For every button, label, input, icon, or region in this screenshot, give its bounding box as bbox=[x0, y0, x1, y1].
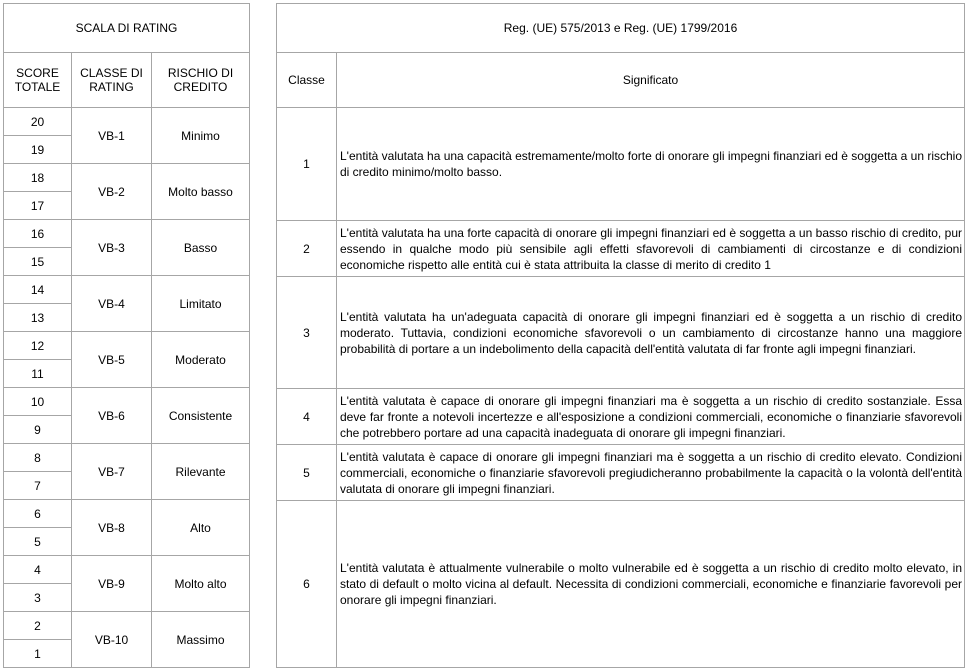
score-cell: 5 bbox=[4, 528, 72, 556]
score-cell: 3 bbox=[4, 584, 72, 612]
rating-class-cell: VB-9 bbox=[72, 556, 152, 612]
table-row bbox=[4, 500, 250, 528]
table-row bbox=[277, 277, 965, 389]
meaning-cell: L'entità valutata è capace di onorare gli impegni finanziari ma è soggetta a un rischio di credito sostanziale. Essa deve far fronte a notevoli incertezze e all'esposizione a condizioni commerciali, economiche o finanziarie sfavorevoli che potrebbero portare ad una capacità inadeguata di onorare gli impegni finanziari. bbox=[337, 389, 965, 445]
header-class bbox=[72, 53, 152, 108]
rating-scale-title: SCALA DI RATING bbox=[4, 4, 250, 53]
score-cell: 10 bbox=[4, 388, 72, 416]
class-number-cell: 1 bbox=[277, 108, 337, 221]
score-cell: 12 bbox=[4, 332, 72, 360]
score-cell: 1 bbox=[4, 640, 72, 668]
rating-class-cell: VB-8 bbox=[72, 500, 152, 556]
credit-risk-cell: Alto bbox=[152, 500, 250, 556]
credit-risk-cell: Minimo bbox=[152, 108, 250, 164]
rating-scale-table bbox=[3, 3, 250, 668]
table-row bbox=[277, 501, 965, 668]
credit-risk-cell: Limitato bbox=[152, 276, 250, 332]
score-cell: 19 bbox=[4, 136, 72, 164]
score-cell: 14 bbox=[4, 276, 72, 304]
rating-class-cell: VB-1 bbox=[72, 108, 152, 164]
class-number-cell: 4 bbox=[277, 389, 337, 445]
meaning-cell: L'entità valutata ha un'adeguata capacità di onorare gli impegni finanziari ed è soggetta a un rischio di credito moderato. Tuttavia, condizioni economiche sfavorevoli o un cambiamento di circostanze hanno una maggiore probabilità di portare a un indebolimento della capacità dell'entità valutata di far fronte agli impegni finanziari. bbox=[337, 277, 965, 389]
score-cell: 2 bbox=[4, 612, 72, 640]
rating-class-cell: VB-3 bbox=[72, 220, 152, 276]
score-cell: 4 bbox=[4, 556, 72, 584]
score-cell: 18 bbox=[4, 164, 72, 192]
score-cell: 15 bbox=[4, 248, 72, 276]
header-score bbox=[4, 53, 72, 108]
table-row bbox=[4, 612, 250, 640]
rating-class-cell: VB-5 bbox=[72, 332, 152, 388]
table-row bbox=[277, 445, 965, 501]
header-score-line1: SCORE bbox=[16, 66, 59, 80]
credit-risk-cell: Molto alto bbox=[152, 556, 250, 612]
credit-risk-cell: Consistente bbox=[152, 388, 250, 444]
table-row bbox=[4, 556, 250, 584]
score-cell: 8 bbox=[4, 444, 72, 472]
meaning-cell: L'entità valutata è capace di onorare gli impegni finanziari ma è soggetta a un rischio di credito elevato. Condizioni commerciali, economiche o finanziarie sfavorevoli pregiudicheranno probabilmente la capacità o la volontà dell'entità valutata di onorare gli impegni finanziari. bbox=[337, 445, 965, 501]
regulation-title: Reg. (UE) 575/2013 e Reg. (UE) 1799/2016 bbox=[277, 4, 965, 53]
header-class-line1: CLASSE DI bbox=[80, 66, 143, 80]
table-row bbox=[4, 444, 250, 472]
header-classe: Classe bbox=[277, 53, 337, 108]
rating-class-cell: VB-10 bbox=[72, 612, 152, 668]
credit-risk-cell: Molto basso bbox=[152, 164, 250, 220]
header-score-line2: TOTALE bbox=[14, 80, 61, 94]
credit-risk-cell: Moderato bbox=[152, 332, 250, 388]
score-cell: 6 bbox=[4, 500, 72, 528]
table-row bbox=[277, 108, 965, 221]
table-row bbox=[4, 332, 250, 360]
rating-scale-body bbox=[4, 108, 250, 668]
table-row bbox=[4, 276, 250, 304]
table-row bbox=[277, 221, 965, 277]
header-risk bbox=[152, 53, 250, 108]
score-cell: 7 bbox=[4, 472, 72, 500]
score-cell: 13 bbox=[4, 304, 72, 332]
class-number-cell: 5 bbox=[277, 445, 337, 501]
credit-risk-cell: Massimo bbox=[152, 612, 250, 668]
meaning-cell: L'entità valutata ha una forte capacità di onorare gli impegni finanziari ed è soggetta a un basso rischio di credito, pur essendo in qualche modo più sensibile agli effetti sfavorevoli di cambiamenti di circostanze e di condizioni economiche rispetto alle entità cui è stata attribuita la classe di merito di credito 1 bbox=[337, 221, 965, 277]
rating-class-cell: VB-4 bbox=[72, 276, 152, 332]
rating-class-cell: VB-2 bbox=[72, 164, 152, 220]
rating-class-cell: VB-6 bbox=[72, 388, 152, 444]
meaning-cell: L'entità valutata ha una capacità estremamente/molto forte di onorare gli impegni finanziari ed è soggetta a un rischio di credito minimo/molto basso. bbox=[337, 108, 965, 221]
score-cell: 16 bbox=[4, 220, 72, 248]
header-risk-line1: RISCHIO DI bbox=[167, 66, 234, 80]
header-significato: Significato bbox=[337, 53, 965, 108]
class-number-cell: 2 bbox=[277, 221, 337, 277]
table-row bbox=[4, 220, 250, 248]
regulation-table bbox=[276, 3, 965, 668]
score-cell: 9 bbox=[4, 416, 72, 444]
class-number-cell: 6 bbox=[277, 501, 337, 668]
score-cell: 11 bbox=[4, 360, 72, 388]
score-cell: 17 bbox=[4, 192, 72, 220]
table-row bbox=[4, 388, 250, 416]
table-row bbox=[4, 164, 250, 192]
score-cell: 20 bbox=[4, 108, 72, 136]
rating-class-cell: VB-7 bbox=[72, 444, 152, 500]
header-risk-line2: CREDITO bbox=[173, 80, 228, 94]
header-class-line2: RATING bbox=[89, 80, 134, 94]
table-row bbox=[4, 108, 250, 136]
table-row bbox=[277, 389, 965, 445]
credit-risk-cell: Rilevante bbox=[152, 444, 250, 500]
regulation-body bbox=[277, 108, 965, 668]
class-number-cell: 3 bbox=[277, 277, 337, 389]
meaning-cell: L'entità valutata è attualmente vulnerabile o molto vulnerabile ed è soggetta a un rischio di credito molto elevato, in stato di default o molto vicina al default. Necessita di condizioni commerciali, economiche e finanziarie favorevoli per onorare gli impegni finanziari. bbox=[337, 501, 965, 668]
credit-risk-cell: Basso bbox=[152, 220, 250, 276]
